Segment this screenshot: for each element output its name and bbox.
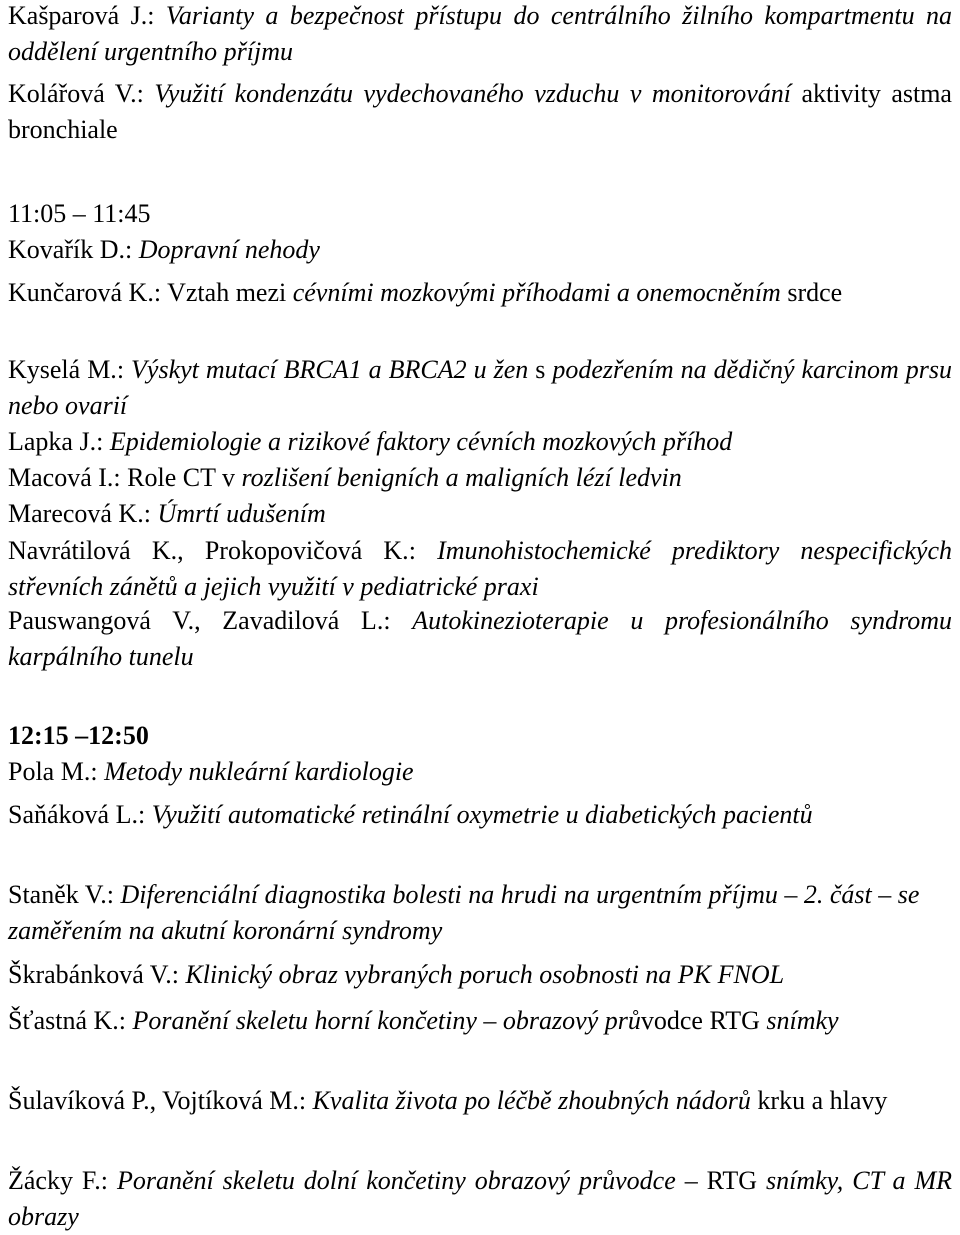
entry-author: Škrabánková V. bbox=[8, 960, 172, 989]
entry-author: Žácky F. bbox=[8, 1166, 101, 1195]
entry-author: Marecová K. bbox=[8, 499, 144, 528]
list-item: Pauswangová V., Zavadilová L.: Autokinezioterapie u profesionálního syndromu karpálního tunelu bbox=[8, 606, 952, 671]
entry-author: Navrátilová K., Prokopovičová K. bbox=[8, 536, 409, 565]
entry-title: Diferenciální diagnostika bolesti na hrudi na urgentním příjmu – 2. část – se zaměřením na akutní koronární syndromy bbox=[8, 880, 920, 945]
session-time: 11:05 – 11:45 bbox=[8, 199, 151, 228]
entry-author: Kyselá M. bbox=[8, 355, 117, 384]
list-item: Žácky F.: Poranění skeletu dolní končetiny obrazový průvodce – RTG snímky, CT a MR obrazy bbox=[8, 1166, 952, 1231]
list-item: Kolářová V.: Využití kondenzátu vydechovaného vzduchu v monitorování aktivity astma bronchiale bbox=[8, 79, 952, 144]
list-item: Macová I.: Role CT v rozlišení benigních a maligních lézí ledvin bbox=[8, 463, 682, 492]
entry-title: Metody nukleární kardiologie bbox=[104, 757, 414, 786]
entry-title: Dopravní nehody bbox=[138, 235, 320, 264]
list-item: Šulavíková P., Vojtíková M.: Kvalita života po léčbě zhoubných nádorů krku a hlavy bbox=[8, 1086, 888, 1115]
list-item: Škrabánková V.: Klinický obraz vybraných poruch osobnosti na PK FNOL bbox=[8, 960, 785, 989]
list-item: Kunčarová K.: Vztah mezi cévními mozkovými příhodami a onemocněním srdce bbox=[8, 278, 843, 307]
entry-title: Využití kondenzátu vydechovaného vzduchu v monitorování bbox=[154, 79, 791, 108]
entry-author: Kašparová J. bbox=[8, 1, 148, 30]
list-item: Kovařík D.: Dopravní nehody bbox=[8, 235, 320, 264]
list-item: Saňáková L.: Využití automatické retinální oxymetrie u diabetických pacientů bbox=[8, 800, 813, 829]
entry-title: Výskyt mutací BRCA1 a BRCA2 u žen bbox=[131, 355, 536, 384]
entry-author: Šťastná K. bbox=[8, 1006, 119, 1035]
entry-author: Kunčarová K. bbox=[8, 278, 154, 307]
list-item: Šťastná K.: Poranění skeletu horní končetiny – obrazový průvodce RTG snímky bbox=[8, 1006, 839, 1035]
entry-title: Autokinezioterapie u profesionálního syndromu karpálního tunelu bbox=[8, 606, 952, 671]
entry-author: Lapka J. bbox=[8, 427, 97, 456]
entry-author: Kolářová V. bbox=[8, 79, 137, 108]
entry-author: Saňáková L. bbox=[8, 800, 138, 829]
entry-title: cévními mozkovými příhodami a onemocněním bbox=[292, 278, 781, 307]
entry-author: Staněk V. bbox=[8, 880, 107, 909]
entry-title: Klinický obraz vybraných poruch osobnosti na PK FNOL bbox=[185, 960, 785, 989]
entry-title: Poranění skeletu horní končetiny – obrazový prů bbox=[132, 1006, 641, 1035]
list-item: Lapka J.: Epidemiologie a rizikové faktory cévních mozkových příhod bbox=[8, 427, 733, 456]
list-item: Staněk V.: Diferenciální diagnostika bolesti na hrudi na urgentním příjmu – 2. část – se zaměřením na akutní koronární syndromy bbox=[8, 880, 920, 945]
entry-title: Úmrtí udušením bbox=[157, 499, 326, 528]
entry-author: Pola M. bbox=[8, 757, 91, 786]
entry-author: Macová I. bbox=[8, 463, 114, 492]
list-item: Navrátilová K., Prokopovičová K.: Imunohistochemické prediktory nespecifických střevních zánětů a jejich využití v pediatrické praxi bbox=[8, 536, 953, 601]
session-time: 12:15 –12:50 bbox=[8, 721, 149, 750]
list-item: Kašparová J.: Varianty a bezpečnost přístupu do centrálního žilního kompartmentu na oddělení urgentního příjmu bbox=[8, 1, 952, 66]
entry-title: rozlišení benigních a maligních lézí ledvin bbox=[241, 463, 682, 492]
entry-title: Využití automatické retinální oxymetrie u diabetických pacientů bbox=[151, 800, 813, 829]
list-item: Marecová K.: Úmrtí udušením bbox=[8, 499, 326, 528]
entry-title: Poranění skeletu dolní končetiny obrazový průvodce bbox=[116, 1166, 676, 1195]
entry-title: Epidemiologie a rizikové faktory cévních mozkových příhod bbox=[109, 427, 733, 456]
entry-author: Pauswangová V., Zavadilová L. bbox=[8, 606, 384, 635]
entry-title: Imunohistochemické prediktory nespecifických střevních zánětů a jejich využití v pediatrické praxi bbox=[8, 536, 953, 601]
list-item: Pola M.: Metody nukleární kardiologie bbox=[8, 757, 414, 786]
entry-author: Kovařík D. bbox=[8, 235, 125, 264]
entry-title: Kvalita života po léčbě zhoubných nádorů bbox=[312, 1086, 751, 1115]
list-item: Kyselá M.: Výskyt mutací BRCA1 a BRCA2 u žen s podezřením na dědičný karcinom prsu nebo ovarií bbox=[8, 355, 952, 420]
entry-author: Šulavíková P., Vojtíková M. bbox=[8, 1086, 299, 1115]
entry-title: Varianty a bezpečnost přístupu do centrálního žilního kompartmentu na oddělení urgentního příjmu bbox=[8, 1, 952, 66]
